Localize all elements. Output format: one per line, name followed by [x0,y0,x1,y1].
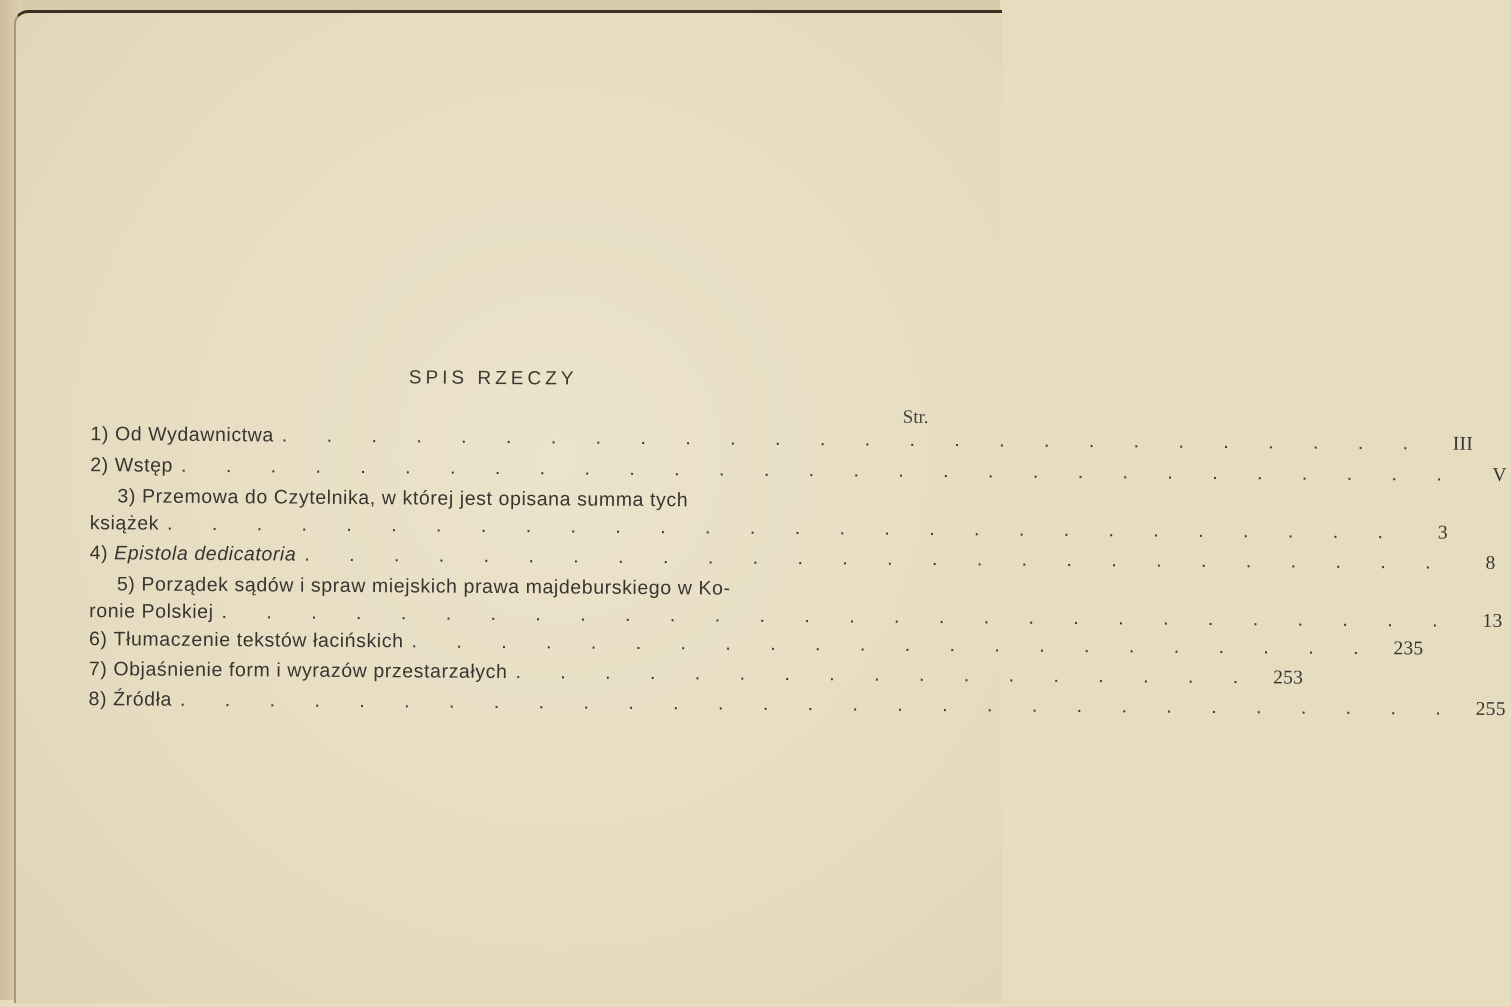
dot-leader: . . . . . . . . . . . . . . . . . [515,661,1256,689]
entry-page: 253 [1273,667,1304,689]
entry-number: 6) [88,628,108,651]
page-column-label: Str. [902,406,929,428]
entry-number: 1) [90,423,110,446]
dot-leader: . . . . . . . . . . . . . . . . . . . . . . . . . . [281,424,1426,455]
dot-leader: . . . . . . . . . . . . . . . . . . . . . . . . . . . . . [179,688,1458,720]
entry-number: 4) [89,542,109,565]
toc-title: SPIS RZECZY [408,367,578,390]
dot-leader: . . . . . . . . . . . . . . . . . . . . . . [411,630,1376,660]
toc-entry [89,540,1496,574]
entry-page: 13 [1482,610,1503,633]
entry-title-line: Przemowa do Czytelnika, w której jest opisana summa tych [141,485,689,512]
dot-leader: . . . . . . . . . . . . . . . . . . . . . . . . . . . . [166,512,1401,544]
entry-title: Od Wydawnictwa [114,423,274,447]
entry-number: 7) [88,658,108,681]
entry-title-line: Porządek sądów i spraw miejskich prawa majdeburskiego w Ko- [141,573,731,600]
toc-entry [89,571,1503,633]
entry-page: 3 [1437,522,1449,544]
entry-page: III [1452,433,1474,455]
toc-entry [88,656,1304,689]
dot-leader: . . . . . . . . . . . . . . . . . . . . . . . . . . . . [221,601,1455,632]
dot-leader: . . . . . . . . . . . . . . . . . . . . . . . . . . . . . [180,454,1459,486]
toc-entry [88,686,1506,721]
toc-entry [90,421,1474,455]
entry-page: 235 [1393,638,1424,660]
toc-entry [90,452,1507,487]
entry-title-line: ronie Polskiej [89,600,214,624]
entry-title: Epistola dedicatoria [114,542,297,566]
entry-number: 3) [117,485,137,508]
entry-page: 255 [1475,698,1506,721]
entry-number: 5) [116,573,136,596]
entry-title-line: książek [89,512,160,535]
entry-title: Źródła [113,688,173,711]
toc-entry [88,626,1424,660]
entry-title: Tłumaczenie tekstów łacińskich [113,628,404,653]
entry-title: Wstęp [114,454,174,477]
toc-entry [89,483,1449,544]
dot-leader: . . . . . . . . . . . . . . . . . . . . . . . . . . [304,543,1448,574]
entry-title: Objaśnienie form i wyrazów przestarzałych [113,658,508,684]
entry-number: 8) [88,688,108,711]
entry-number: 2) [90,454,109,477]
entry-page: V [1492,464,1507,487]
entry-page: 8 [1485,552,1496,574]
